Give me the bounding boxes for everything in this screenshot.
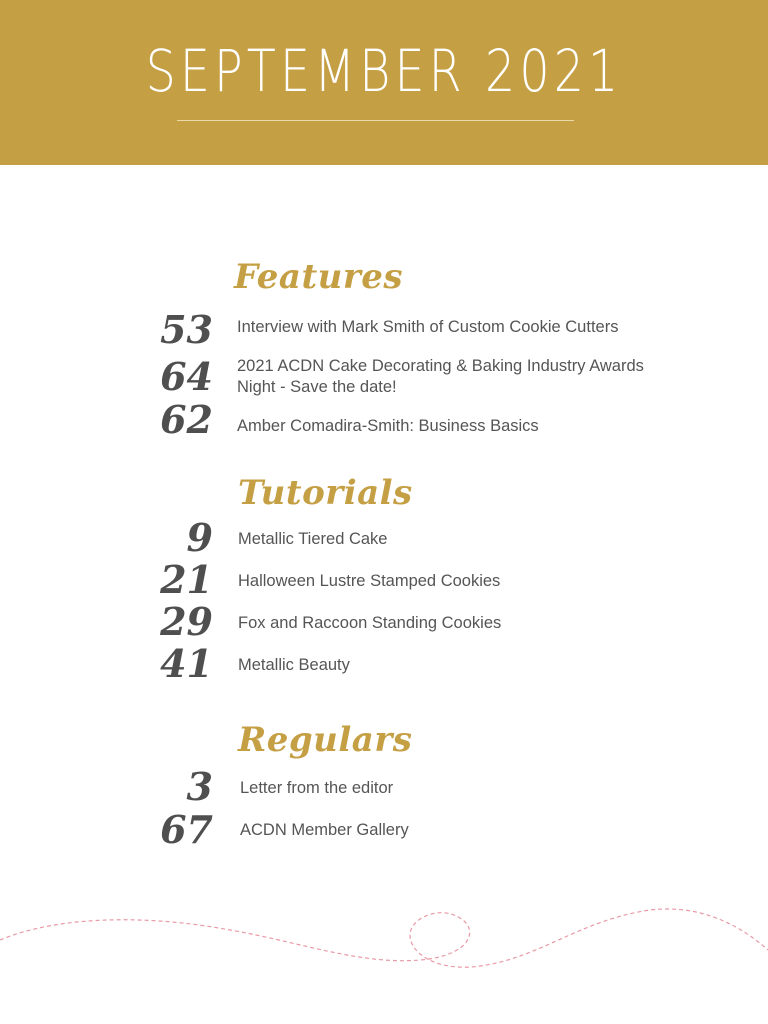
issue-title: SEPTEMBER 2021 bbox=[145, 37, 623, 105]
header-banner bbox=[0, 0, 768, 165]
entry-title[interactable]: Fox and Raccoon Standing Cookies bbox=[238, 614, 502, 632]
decorative-wave bbox=[0, 880, 768, 980]
entry-title[interactable]: Metallic Beauty bbox=[238, 656, 350, 674]
entry-title[interactable]: Halloween Lustre Stamped Cookies bbox=[238, 572, 501, 590]
entry-title[interactable]: Metallic Tiered Cake bbox=[238, 530, 388, 548]
entry-page-number: 64 bbox=[160, 354, 213, 399]
entry-title[interactable]: Letter from the editor bbox=[240, 779, 394, 797]
entry-page-number: 53 bbox=[160, 307, 213, 352]
entry-title[interactable]: Interview with Mark Smith of Custom Cookie Cutters bbox=[237, 318, 619, 336]
entry-page-number: 9 bbox=[186, 515, 213, 560]
section-heading-features: Features bbox=[234, 257, 404, 297]
section-heading-tutorials: Tutorials bbox=[238, 473, 413, 513]
entry-title[interactable]: 2021 ACDN Cake Decorating & Baking Industry Awards Night - Save the date! bbox=[237, 357, 644, 396]
entry-page-number: 29 bbox=[160, 599, 213, 644]
entry-page-number: 41 bbox=[160, 641, 213, 686]
entry-page-number: 62 bbox=[160, 397, 213, 442]
entry-page-number: 3 bbox=[186, 764, 213, 809]
entry-title[interactable]: ACDN Member Gallery bbox=[240, 821, 409, 839]
entry-title[interactable]: Amber Comadira-Smith: Business Basics bbox=[237, 417, 539, 435]
entry-page-number: 67 bbox=[160, 807, 213, 852]
header-divider bbox=[177, 120, 574, 121]
section-heading-regulars: Regulars bbox=[238, 720, 413, 760]
entry-page-number: 21 bbox=[160, 557, 213, 602]
